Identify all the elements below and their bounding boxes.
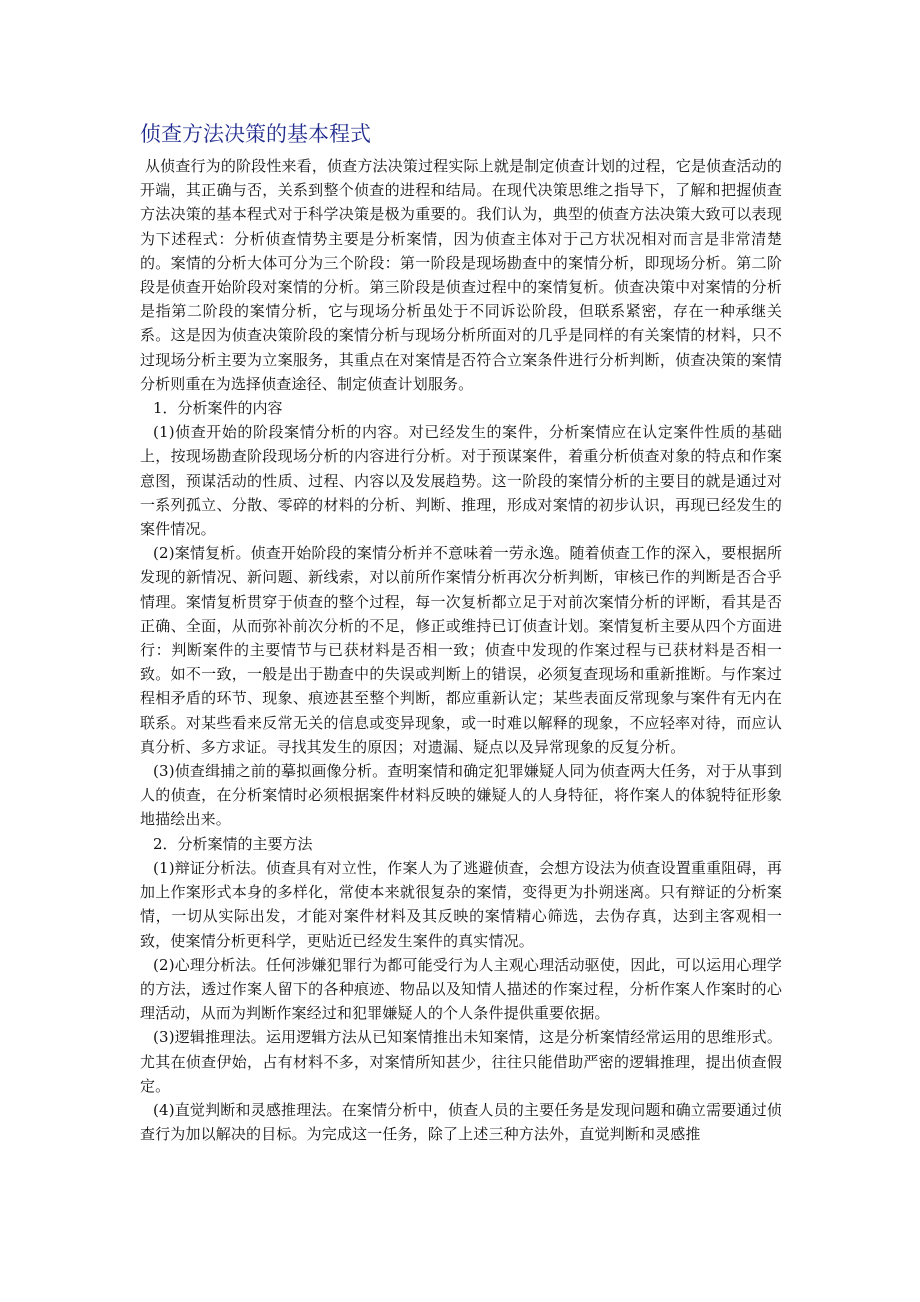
section-2-paragraph-2: (2)心理分析法。任何涉嫌犯罪行为都可能受行为人主观心理活动驱使，因此，可以运用心理学的方法，透过作案人留下的各种痕迹、物品以及知情人描述的作案过程，分析作案人作案时的心理活动，从而为判断作案经过和犯罪嫌疑人的个人条件提供重要依据。 — [140, 955, 782, 1023]
document-page — [140, 118, 782, 1146]
section-2-paragraph-4: (4)直觉判断和灵感推理法。在案情分析中，侦查人员的主要任务是发现问题和确立需要通过侦查行为加以解决的目标。为完成这一任务，除了上述三种方法外，直觉判断和灵感推 — [140, 1100, 782, 1144]
section-1-paragraph-1: (1)侦查开始的阶段案情分析的内容。对已经发生的案件，分析案情应在认定案件性质的基础上，按现场勘查阶段现场分析的内容进行分析。对于预谋案件，着重分析侦查对象的特点和作案意图，预谋活动的性质、过程、内容以及发展趋势。这一阶段的案情分析的主要目的就是通过对一系列孤立、分散、零碎的材料的分析、判断、推理，形成对案情的初步认识，再现已经发生的案件情况。 — [140, 423, 782, 539]
section-2-paragraph-1: (1)辩证分析法。侦查具有对立性，作案人为了逃避侦查，会想方设法为侦查设置重重阻碍，再加上作案形式本身的多样化，常使本来就很复杂的案情，变得更为扑朔迷离。只有辩证的分析案情，一切从实际出发，才能对案件材料及其反映的案情精心筛选，去伪存真，达到主客观相一致，使案情分析更科学，更贴近已经发生案件的真实情况。 — [140, 858, 782, 950]
section-1-paragraph-2: (2)案情复析。侦查开始阶段的案情分析并不意味着一劳永逸。随着侦查工作的深入，要根据所发现的新情况、新问题、新线索，对以前所作案情分析再次分析判断，审核已作的判断是否合乎情理。案情复析贯穿于侦查的整个过程，每一次复析都立足于对前次案情分析的评断，看其是否正确、全面，从而弥补前次分析的不足，修正或维持已订侦查计划。案情复析主要从四个方面进行：判断案件的主要情节与已获材料是否相一致；侦查中发现的作案过程与已获材料是否相一致。如不一致，一般是出于勘查中的失误或判断上的错误，必须复查现场和重新推断。与作案过程相矛盾的环节、现象、痕迹甚至整个判断，都应重新认定；某些表面反常现象与案件有无内在联系。对某些看来反常无关的信息或变异现象，或一时难以解释的现象，不应轻率对待，而应认真分析、多方求证。寻找其发生的原因；对遗漏、疑点以及异常现象的反复分析。 — [140, 544, 782, 756]
intro-paragraph: 从侦查行为的阶段性来看，侦查方法决策过程实际上就是制定侦查计划的过程，它是侦查活动的开端，其正确与否，关系到整个侦查的进程和结局。在现代决策思维之指导下，了解和把握侦查方法决策的基本程式对于科学决策是极为重要的。我们认为，典型的侦查方法决策大致可以表现为下述程式：分析侦查情势主要是分析案情，因为侦查主体对于己方状况相对而言是非常清楚的。案情的分析大体可分为三个阶段：第一阶段是现场勘查中的案情分析，即现场分析。第二阶段是侦查开始阶段对案情的分析。第三阶段是侦查过程中的案情复析。侦查决策中对案情的分析是指第二阶段的案情分析，它与现场分析虽处于不同诉讼阶段，但联系紧密，存在一种承继关系。这是因为侦查决策阶段的案情分析与现场分析所面对的几乎是同样的有关案情的材料，只不过现场分析主要为立案服务，其重点在对案情是否符合立案条件进行分析判断，侦查决策的案情分析则重在为选择侦查途径、制定侦查计划服务。 — [140, 157, 782, 393]
section-1-paragraph-3: (3)侦查缉捕之前的摹拟画像分析。查明案情和确定犯罪嫌疑人同为侦查两大任务，对于从事到人的侦查，在分析案情时必须根据案件材料反映的嫌疑人的人身特征，将作案人的体貌特征形象地描绘出来。 — [140, 762, 782, 829]
document-title: 侦查方法决策的基本程式 — [140, 122, 371, 146]
section-2-paragraph-3: (3)逻辑推理法。运用逻辑方法从已知案情推出未知案情，这是分析案情经常运用的思维形式。尤其在侦查伊始，占有材料不多，对案情所知甚少，往往只能借助严密的逻辑推理，提出侦查假定。 — [140, 1028, 782, 1095]
section-1-heading: 1．分析案件的内容 — [153, 399, 283, 418]
section-2-heading: 2．分析案情的主要方法 — [153, 834, 313, 853]
